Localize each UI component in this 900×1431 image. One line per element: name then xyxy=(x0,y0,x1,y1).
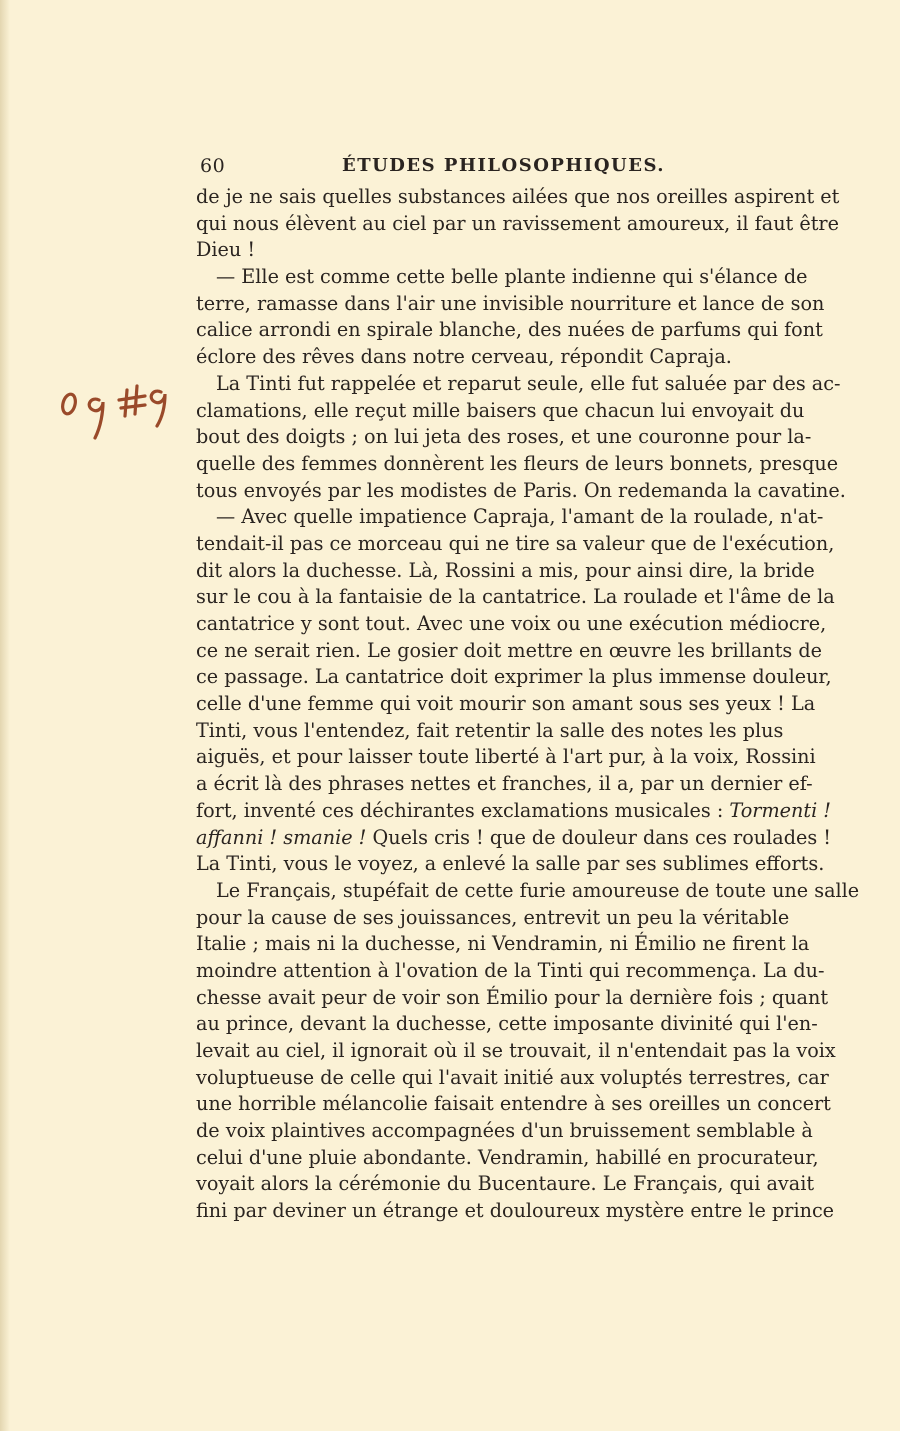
text-line xyxy=(196,638,823,665)
line-text: cantatrice y sont tout. Avec une voix ou une exécution médiocre, xyxy=(196,612,827,635)
line-text: dit alors la duchesse. Là, Rossini a mis, pour ainsi dire, la bride xyxy=(196,558,815,582)
line-text: fort, inventé ces déchirantes exclamations musicales : xyxy=(196,798,724,822)
text-line xyxy=(196,1038,836,1065)
text-line xyxy=(196,1091,831,1118)
text-line xyxy=(196,371,841,398)
line-text: quelle des femmes donnèrent les fleurs de leurs bonnets, presque xyxy=(196,451,839,475)
line-text: voluptueuse de celle qui l'avait initié aux voluptés terrestres, car xyxy=(196,1065,829,1089)
italic-phrase: Tormenti ! xyxy=(729,798,832,822)
line-text: terre, ramasse dans l'air une invisible nourriture et lance de son xyxy=(196,291,825,315)
margin-note-scribble xyxy=(55,372,185,452)
line-text: Tinti, vous l'entendez, fait retentir la salle des notes les plus xyxy=(196,718,784,742)
text-line xyxy=(196,958,825,985)
italic-phrase: affanni ! smanie ! xyxy=(196,825,367,849)
text-line xyxy=(196,878,860,905)
text-line xyxy=(196,718,782,745)
text-line xyxy=(196,237,782,264)
line-text: — Avec quelle impatience Capraja, l'amant de la roulade, n'at- xyxy=(216,505,824,529)
running-header xyxy=(196,155,786,181)
line-text: moindre attention à l'ovation de la Tinti qui recommença. La du- xyxy=(196,958,825,982)
line-text: levait au ciel, il ignorait où il se trouvait, il n'entendait pas la voix xyxy=(196,1039,836,1062)
line-text: ce passage. La cantatrice doit exprimer la plus immense douleur, xyxy=(196,665,832,689)
line-text: tous envoyés par les modistes de Paris. On redemanda la cavatine. xyxy=(196,478,846,502)
line-text: aiguës, et pour laisser toute liberté à l'art pur, à la voix, Rossini xyxy=(196,745,816,769)
text-line xyxy=(196,905,790,932)
text-line xyxy=(196,825,831,852)
line-text: tendait-il pas ce morceau qui ne tire sa valeur que de l'exécution, xyxy=(196,531,835,555)
line-text: bout des doigts ; on lui jeta des roses, et une couronne pour la- xyxy=(196,425,812,449)
line-text: Italie ; mais ni la duchesse, ni Vendramin, ni Émilio ne firent la xyxy=(196,932,810,956)
line-text: ce ne serait rien. Le gosier doit mettre en œuvre les brillants de xyxy=(196,638,823,662)
text-line xyxy=(196,317,823,344)
line-text: Quels cris ! que de douleur dans ces roulades ! xyxy=(372,825,831,849)
line-text: calice arrondi en spirale blanche, des nuées de parfums qui font xyxy=(196,318,823,342)
line-text: voyait alors la cérémonie du Bucentaure. Le Français, qui avait xyxy=(196,1172,815,1196)
line-text: Dieu ! xyxy=(196,238,256,262)
text-line xyxy=(196,424,812,451)
line-text: une horrible mélancolie faisait entendre à ses oreilles un concert xyxy=(196,1092,831,1116)
line-text: a écrit là des phrases nettes et franches, il a, par un dernier ef- xyxy=(196,772,813,796)
line-text: chesse avait peur de voir son Émilio pour la dernière fois ; quant xyxy=(196,985,829,1009)
text-line xyxy=(196,1118,813,1145)
text-line xyxy=(196,584,835,611)
text-line xyxy=(196,985,829,1012)
text-line xyxy=(196,744,816,771)
text-line xyxy=(196,851,825,878)
running-title: ÉTUDES PHILOSOPHIQUES. xyxy=(342,155,666,176)
text-line xyxy=(196,691,816,718)
text-line xyxy=(196,1198,835,1225)
line-text: Le Français, stupéfait de cette furie amoureuse de toute une salle xyxy=(216,878,860,902)
text-line xyxy=(196,291,825,318)
line-text: qui nous élèvent au ciel par un ravissement amoureux, il faut être xyxy=(196,211,839,235)
line-text: clamations, elle reçut mille baisers que chacun lui envoyait du xyxy=(196,398,805,422)
text-line xyxy=(196,611,827,638)
line-text: fini par deviner un étrange et douloureux mystère entre le prince xyxy=(196,1199,835,1223)
page-edge xyxy=(0,0,10,1431)
text-line xyxy=(196,344,782,371)
line-text: — Elle est comme cette belle plante indienne qui s'élance de xyxy=(216,265,808,289)
text-line xyxy=(196,504,824,531)
text-line xyxy=(196,931,810,958)
line-text: de voix plaintives accompagnées d'un bruissement semblable à xyxy=(196,1119,813,1143)
line-text: éclore des rêves dans notre cerveau, répondit Capraja. xyxy=(196,345,732,369)
line-text: celle d'une femme qui voit mourir son amant sous ses yeux ! La xyxy=(196,692,816,716)
text-line xyxy=(196,798,832,825)
line-text: sur le cou à la fantaisie de la cantatrice. La roulade et l'âme de la xyxy=(196,585,835,609)
line-text: celui d'une pluie abondante. Vendramin, habillé en procurateur, xyxy=(196,1145,819,1169)
handwritten-margin-note xyxy=(55,372,185,452)
text-line xyxy=(196,451,839,478)
text-line xyxy=(196,1145,819,1172)
text-line xyxy=(196,211,839,238)
text-line xyxy=(196,1065,829,1092)
text-line xyxy=(196,531,835,558)
line-text: La Tinti, vous le voyez, a enlevé la salle par ses sublimes efforts. xyxy=(196,852,825,876)
line-text: pour la cause de ses jouissances, entrevit un peu la véritable xyxy=(196,905,790,929)
text-line xyxy=(196,398,805,425)
text-line xyxy=(196,558,815,585)
text-line xyxy=(196,664,832,691)
text-line xyxy=(196,478,846,505)
line-text: au prince, devant la duchesse, cette imposante divinité qui l'en- xyxy=(196,1012,818,1036)
text-line xyxy=(196,184,840,211)
text-line xyxy=(196,771,813,798)
text-line xyxy=(196,1171,815,1198)
line-text: La Tinti fut rappelée et reparut seule, elle fut saluée par des ac- xyxy=(216,371,841,395)
text-line xyxy=(196,1011,818,1038)
body-text xyxy=(196,184,860,1225)
line-text: de je ne sais quelles substances ailées que nos oreilles aspirent et xyxy=(196,185,840,208)
page-number: 60 xyxy=(200,155,226,177)
text-line xyxy=(196,264,808,291)
